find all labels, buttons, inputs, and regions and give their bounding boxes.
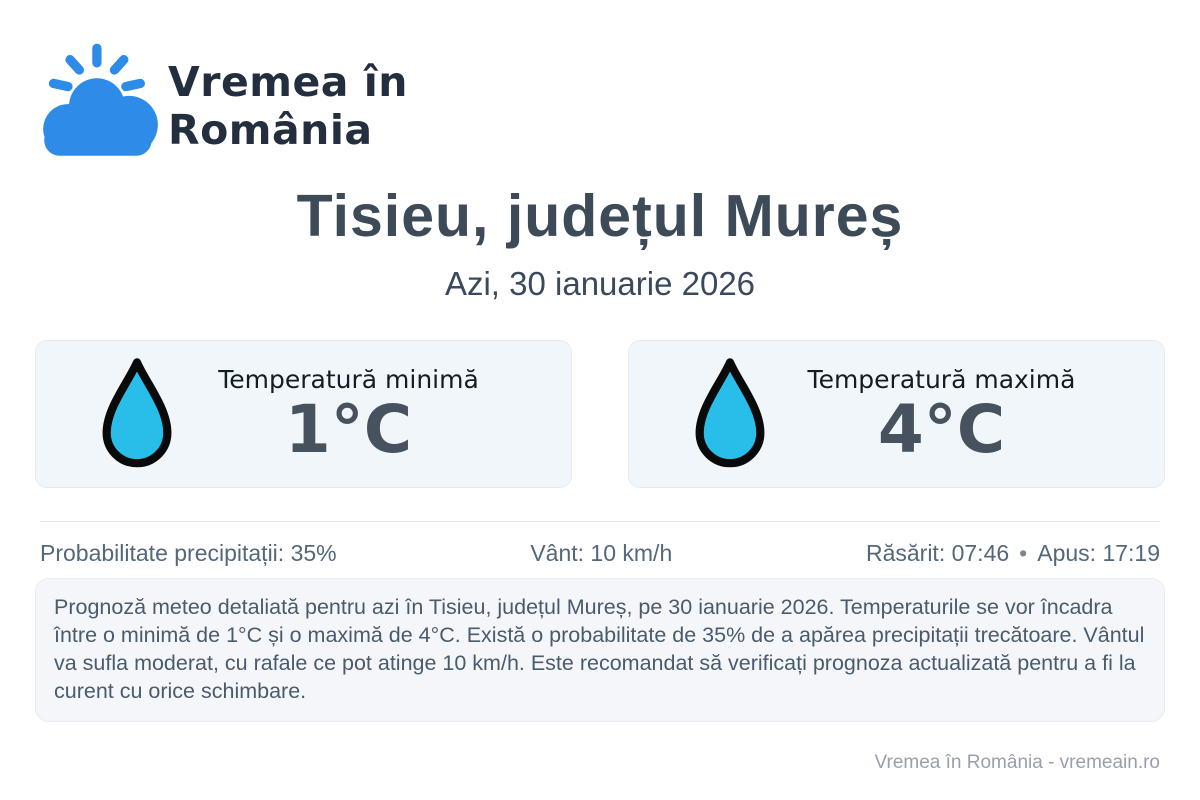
min-temperature-value: 1°C [284, 390, 413, 468]
max-temperature-body [771, 364, 1112, 468]
stats-row [40, 540, 1160, 567]
precipitation-stat: Probabilitate precipitații: 35% [40, 540, 337, 566]
divider [40, 521, 1160, 522]
water-drop-icon [96, 352, 178, 476]
page-title: Tisieu, județul Mureș [296, 183, 904, 249]
min-temperature-card [35, 340, 572, 488]
sunset-stat: Apus: 17:19 [1037, 540, 1160, 566]
wind-stat: Vânt: 10 km/h [530, 540, 673, 566]
sun-times-stat [866, 540, 1160, 567]
sunrise-stat: Răsărit: 07:46 [865, 540, 1010, 566]
max-temperature-card [628, 340, 1165, 488]
forecast-text-box: Prognoză meteo detaliată pentru azi în Tisieu, județul Mureș, pe 30 ianuarie 2026. Temperaturile se vor încadra între o minimă de 1°C și o maximă de 4°C. Există o probabilitate de 35% de a apărea precipitații trecătoare. Vântul va sufla moderat, cu rafale ce pot atinge 10 km/h. Este recomandat să verificați prognoza actualizată pentru a fi la curent cu orice schimbare. [35, 578, 1165, 722]
water-drop-icon [689, 352, 771, 476]
min-temperature-body [178, 364, 519, 468]
footer-credit: Vremea în România - vremeain.ro [874, 752, 1160, 773]
sun-behind-cloud-icon [38, 40, 162, 160]
brand-name [168, 58, 408, 155]
max-temperature-value: 4°C [877, 390, 1006, 468]
max-temperature-label: Temperatură maximă [807, 364, 1076, 394]
temperature-cards [35, 340, 1165, 488]
min-temperature-label: Temperatură minimă [218, 364, 479, 394]
date-subtitle: Azi, 30 ianuarie 2026 [444, 265, 756, 302]
bullet-separator: • [1019, 540, 1028, 566]
brand-name-line1: Vremea în [168, 58, 408, 106]
brand-name-line2: România [168, 106, 373, 155]
brand-logo [38, 40, 408, 160]
